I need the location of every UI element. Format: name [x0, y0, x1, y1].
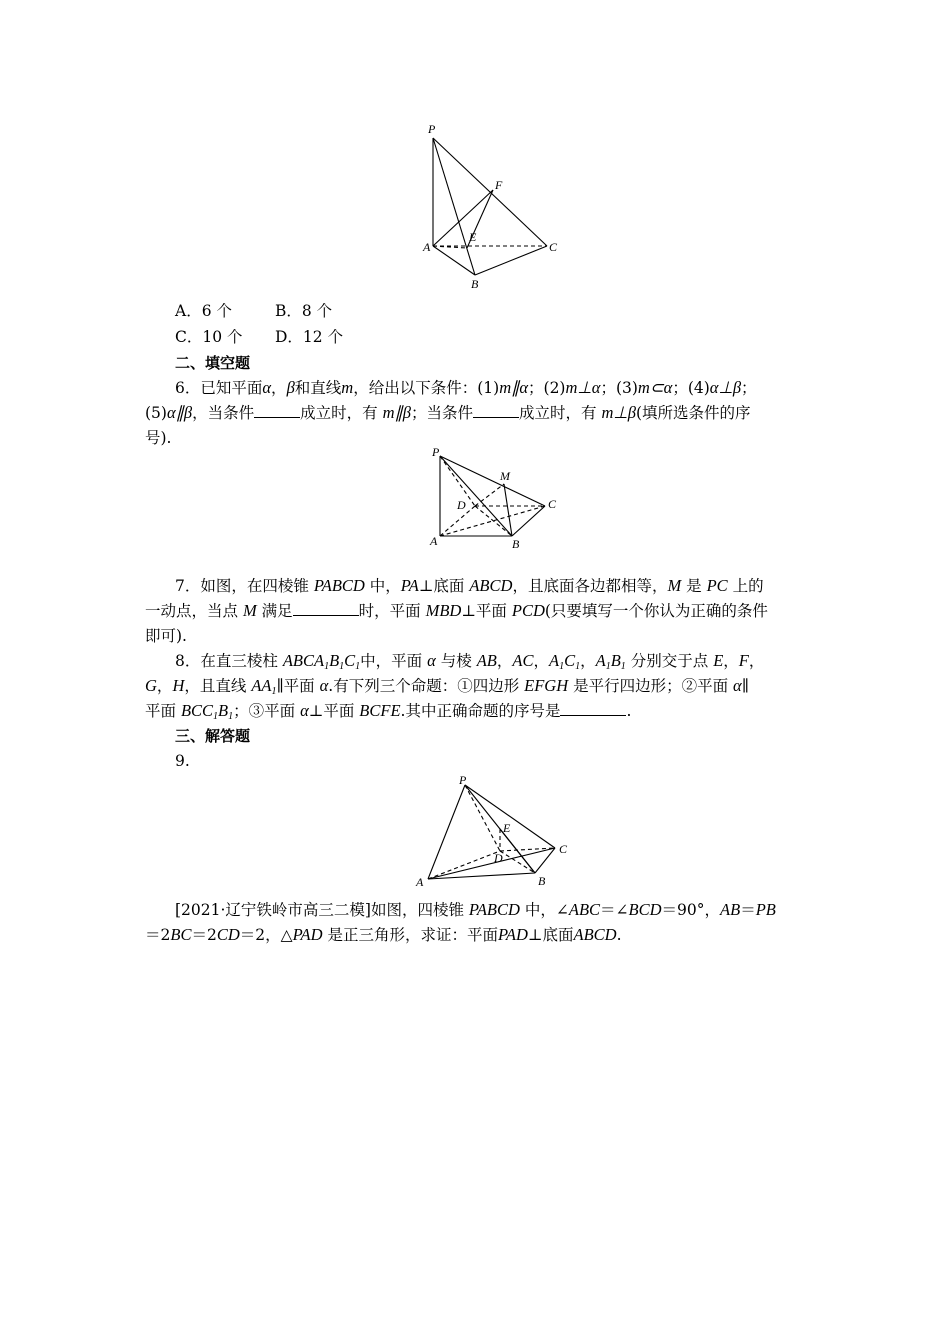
q8-blank[interactable]: [560, 701, 626, 716]
q8-line1: 8．在直三棱柱 $ABCA_1B_1C_1$中，平面 α 与棱 AB，AC，$A_1C_1$，$A_1B_1$ 分别交于点 E，F，: [175, 651, 765, 672]
label-E: E: [469, 230, 477, 244]
label-B: B: [471, 277, 479, 291]
q9-number: 9.: [175, 752, 190, 770]
label-A: A: [423, 240, 431, 254]
q8-line3: 平面 $BCC_1B_1$；③平面 α⊥平面 BCFE.其中正确命题的序号是 .: [145, 701, 632, 722]
q7-line1: 7．如图，在四棱锥 PABCD 中，PA⊥底面 ABCD，且底面各边都相等，M 是 PC 上的: [175, 576, 764, 595]
q6-line2: (5)α∥β，当条件 成立时，有 m∥β；当条件 成立时，有 m⊥β(填所选条件的序: [145, 403, 751, 422]
figure-tetrahedron-pabc: [415, 118, 565, 293]
q6-line1: 6．已知平面α，β和直线m，给出以下条件：(1)m∥α；(2)m⊥α；(3)m⊂α；(4)α⊥β；: [175, 378, 757, 397]
label-C: C: [549, 240, 558, 254]
q5-options-row2: [175, 324, 835, 350]
q7-line2: 一动点，当点 M 满足 时，平面 MBD⊥平面 PCD(只要填写一个你认为正确的条件: [145, 601, 768, 620]
svg-text:D: D: [494, 851, 503, 865]
q6-blank-2[interactable]: [473, 403, 519, 418]
q8-line2: G，H，且直线 $AA_1\parallel$平面 α.有下列三个命题：①四边形 EFGH 是平行四边形；②平面 α∥: [145, 676, 749, 697]
option-a: A．6 个: [175, 302, 232, 320]
option-d: D．12 个: [275, 328, 344, 346]
q6-blank-1[interactable]: [254, 403, 300, 418]
label-F: F: [495, 178, 503, 192]
svg-text:B: B: [512, 537, 520, 551]
q9-line2: ＝2BC＝2CD＝2，△PAD 是正三角形，求证：平面PAD⊥底面ABCD.: [145, 925, 622, 944]
svg-text:A: A: [416, 875, 424, 889]
svg-text:M: M: [500, 469, 510, 483]
svg-text:C: C: [559, 842, 568, 856]
label-P: P: [428, 122, 436, 136]
q5-options-row1: [175, 298, 835, 324]
svg-text:A: A: [430, 534, 438, 548]
section-3-heading: 三、解答题: [175, 727, 251, 745]
svg-text:E: E: [503, 821, 511, 835]
edge-BC: [475, 246, 547, 275]
q7-line3: 即可).: [145, 627, 187, 645]
section-2-heading: 二、填空题: [175, 354, 251, 372]
svg-text:C: C: [548, 497, 557, 511]
svg-text:P: P: [459, 773, 467, 787]
figure-pyramid-pabcd-e: [408, 771, 578, 891]
svg-text:B: B: [538, 874, 546, 888]
svg-text:D: D: [457, 498, 466, 512]
figure-pyramid-pabcd-m: [420, 444, 570, 554]
option-c: C．10 个: [175, 328, 243, 346]
q7-blank[interactable]: [293, 601, 359, 616]
edge-AB: [433, 246, 475, 275]
q6-line3: 号).: [145, 429, 172, 447]
q9-line1: [2021·辽宁铁岭市高三二模]如图，四棱锥 PABCD 中，∠ABC＝∠BCD＝90°，AB＝PB: [175, 900, 776, 919]
option-b: B．8 个: [275, 302, 333, 320]
svg-text:P: P: [432, 445, 440, 459]
